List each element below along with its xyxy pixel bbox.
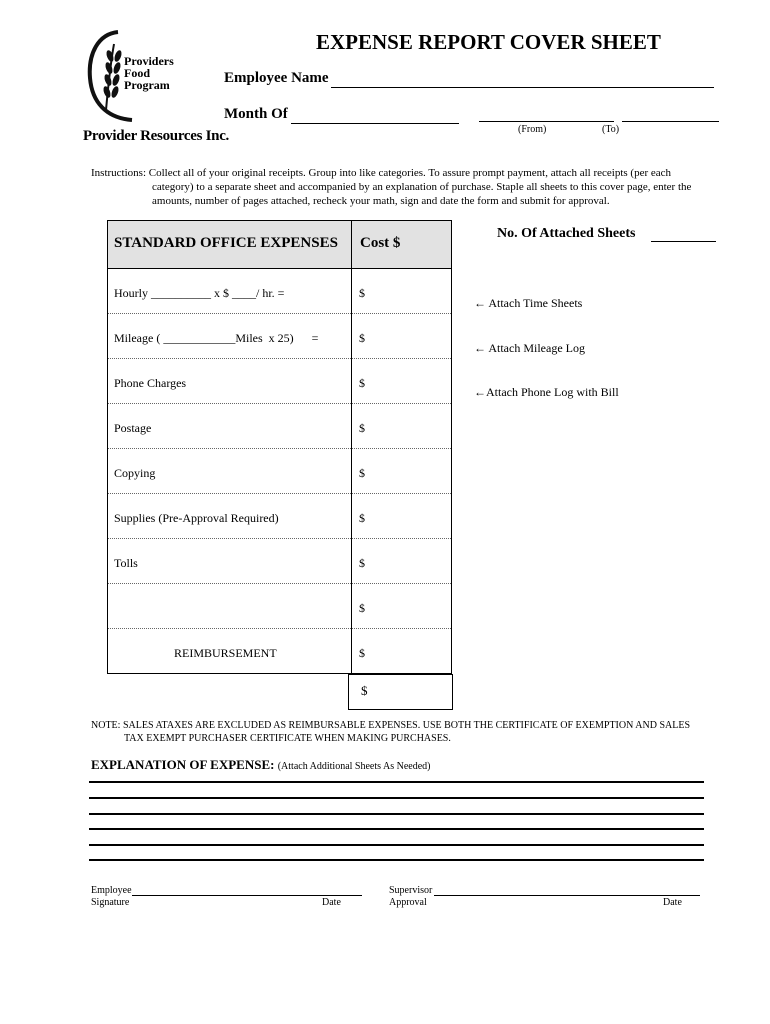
attach-mileage-log: ← Attach Mileage Log	[474, 341, 585, 355]
logo-line3: Program	[124, 78, 170, 92]
row-phone-charges[interactable]	[108, 358, 451, 404]
providers-food-program-logo	[84, 26, 174, 126]
row-label: Mileage ( ____________Miles x 25) =	[114, 331, 319, 345]
row-cost[interactable]: $	[359, 331, 365, 345]
explanation-line-1[interactable]	[89, 781, 704, 783]
row-cost[interactable]: $	[359, 286, 365, 300]
row-label: Copying	[114, 466, 156, 480]
row-cost[interactable]: $	[359, 511, 365, 525]
logo-line1: Providers	[124, 54, 174, 68]
row-copying[interactable]	[108, 448, 451, 494]
attach-phone-log: ←Attach Phone Log with Bill	[474, 385, 619, 399]
employee-signature-field[interactable]	[132, 895, 362, 896]
attached-sheets-label: No. Of Attached Sheets	[497, 226, 636, 241]
from-label: (From)	[518, 124, 547, 135]
explanation-heading	[91, 757, 430, 773]
table-header	[108, 221, 451, 269]
page-title: EXPENSE REPORT COVER SHEET	[316, 30, 661, 54]
supervisor-label: Supervisor	[389, 885, 433, 896]
supervisor-approval-label: Approval	[389, 897, 427, 908]
sales-tax-note	[91, 719, 731, 745]
row-label: Hourly __________ x $ ____/ hr. =	[114, 286, 285, 300]
row-label: Tolls	[114, 556, 138, 570]
month-of-label: Month Of	[224, 106, 288, 122]
total-box[interactable]	[348, 674, 453, 710]
total-value: $	[361, 683, 368, 698]
explanation-label: EXPLANATION OF EXPENSE:	[91, 757, 275, 772]
to-date-field[interactable]	[622, 121, 719, 122]
supervisor-date-label: Date	[663, 897, 682, 908]
explanation-line-5[interactable]	[89, 844, 704, 846]
row-label: Supplies (Pre-Approval Required)	[114, 511, 279, 525]
header-standard-office-expenses: STANDARD OFFICE EXPENSES	[114, 235, 338, 251]
expense-table	[107, 220, 452, 674]
explanation-sub: (Attach Additional Sheets As Needed)	[277, 761, 431, 772]
row-hourly[interactable]	[108, 268, 451, 314]
row-postage[interactable]	[108, 403, 451, 449]
row-reimbursement[interactable]	[108, 628, 451, 673]
reimbursement-label: REIMBURSEMENT	[174, 646, 277, 660]
row-cost[interactable]: $	[359, 646, 365, 660]
attached-sheets-field[interactable]	[651, 241, 716, 242]
column-divider	[351, 221, 352, 673]
company-name: Provider Resources Inc.	[83, 128, 230, 144]
note-line2: TAX EXEMPT PURCHASER CERTIFICATE WHEN MAKING PURCHASES.	[124, 733, 451, 744]
row-blank[interactable]	[108, 583, 451, 629]
instructions	[91, 166, 731, 208]
header-cost: Cost $	[360, 235, 401, 251]
explanation-line-2[interactable]	[89, 797, 704, 799]
from-date-field[interactable]	[479, 121, 614, 122]
instructions-line1: Instructions: Collect all of your original receipts. Group into like categories. To assure prompt payment, attach all receipts (per each	[91, 167, 672, 179]
row-supplies[interactable]	[108, 493, 451, 539]
employee-date-label: Date	[322, 897, 341, 908]
to-label: (To)	[602, 124, 620, 135]
note-line1: NOTE: SALES ATAXES ARE EXCLUDED AS REIMBURSABLE EXPENSES. USE BOTH THE CERTIFICATE OF EXEMPTION AND SALES	[91, 720, 691, 731]
employee-signature-label: Signature	[91, 897, 130, 908]
attach-time-sheets: ← Attach Time Sheets	[474, 296, 583, 310]
logo-line2: Food	[124, 66, 151, 80]
row-cost[interactable]: $	[359, 601, 365, 615]
explanation-line-6[interactable]	[89, 859, 704, 861]
row-label: Phone Charges	[114, 376, 187, 390]
row-tolls[interactable]	[108, 538, 451, 584]
row-label: Postage	[114, 421, 152, 435]
instructions-line2: category) to a separate sheet and accompanied by an explanation of purchase. Staple all sheets to this cover page, enter the	[152, 181, 692, 193]
row-cost[interactable]: $	[359, 421, 365, 435]
explanation-line-4[interactable]	[89, 828, 704, 830]
employee-name-field[interactable]	[331, 87, 714, 88]
employee-label: Employee	[91, 885, 132, 896]
row-cost[interactable]: $	[359, 556, 365, 570]
explanation-line-3[interactable]	[89, 813, 704, 815]
employee-name-label: Employee Name	[224, 70, 329, 86]
row-mileage[interactable]	[108, 313, 451, 359]
row-cost[interactable]: $	[359, 376, 365, 390]
month-of-field[interactable]	[291, 123, 459, 124]
supervisor-approval-field[interactable]	[434, 895, 700, 896]
row-cost[interactable]: $	[359, 466, 365, 480]
instructions-line3: amounts, number of pages attached, recheck your math, sign and date the form and submit for approval.	[152, 195, 610, 207]
